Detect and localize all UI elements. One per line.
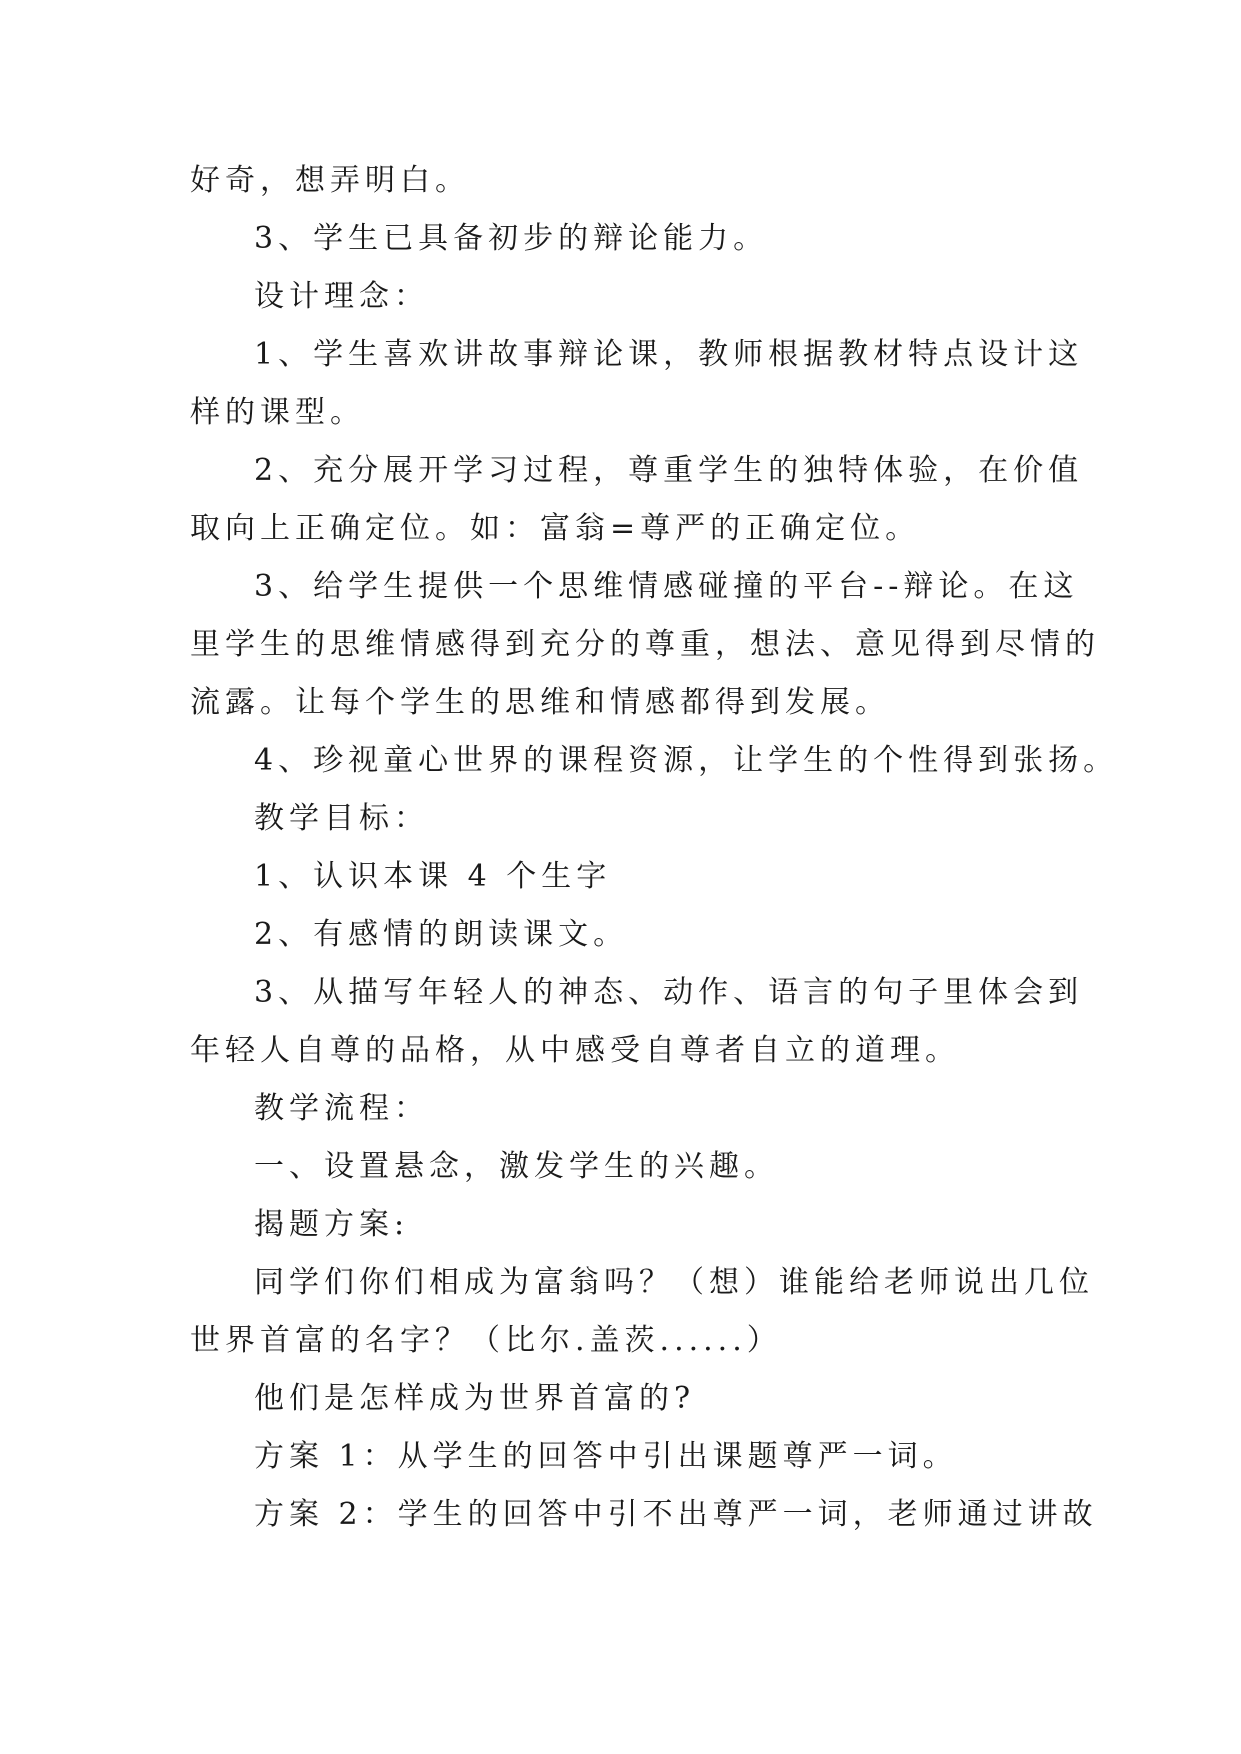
text-line: 2、充分展开学习过程，尊重学生的独特体验，在价值: [254, 453, 1084, 488]
text-line: 好奇，想弄明白。: [190, 163, 470, 198]
text-line: 年轻人自尊的品格，从中感受自尊者自立的道理。: [190, 1033, 960, 1068]
text-line: 取向上正确定位。如：富翁=尊严的正确定位。: [190, 511, 921, 546]
text-line: 世界首富的名字？（比尔.盖茨......）: [190, 1323, 782, 1358]
text-line: 4、珍视童心世界的课程资源，让学生的个性得到张扬。: [254, 743, 1119, 778]
text-line: 揭题方案:: [254, 1207, 410, 1242]
text-line: 样的课型。: [190, 395, 365, 430]
text-line: 1、学生喜欢讲故事辩论课，教师根据教材特点设计这: [254, 337, 1084, 372]
text-line: 同学们你们相成为富翁吗？（想）谁能给老师说出几位: [254, 1265, 1094, 1300]
text-line: 方案 1：从学生的回答中引出课题尊严一词。: [254, 1439, 958, 1474]
text-line: 方案 2：学生的回答中引不出尊严一词，老师通过讲故: [254, 1497, 1098, 1532]
section-heading: 教学流程：: [254, 1091, 429, 1126]
text-line: 流露。让每个学生的思维和情感都得到发展。: [190, 685, 890, 720]
text-line: 3、给学生提供一个思维情感碰撞的平台--辩论。在这: [254, 569, 1079, 604]
section-heading: 教学目标：: [254, 801, 429, 836]
text-line: 一、设置悬念，激发学生的兴趣。: [254, 1149, 779, 1184]
text-line: 里学生的思维情感得到充分的尊重，想法、意见得到尽情的: [190, 627, 1100, 662]
text-line: 3、从描写年轻人的神态、动作、语言的句子里体会到: [254, 975, 1084, 1010]
text-line: 2、有感情的朗读课文。: [254, 917, 629, 952]
text-line: 1、认识本课 4 个生字: [254, 859, 612, 894]
text-line: 3、学生已具备初步的辩论能力。: [254, 221, 769, 256]
text-line: 他们是怎样成为世界首富的?: [254, 1381, 696, 1416]
document-body: [190, 152, 1119, 1544]
section-heading: 设计理念：: [254, 279, 429, 314]
